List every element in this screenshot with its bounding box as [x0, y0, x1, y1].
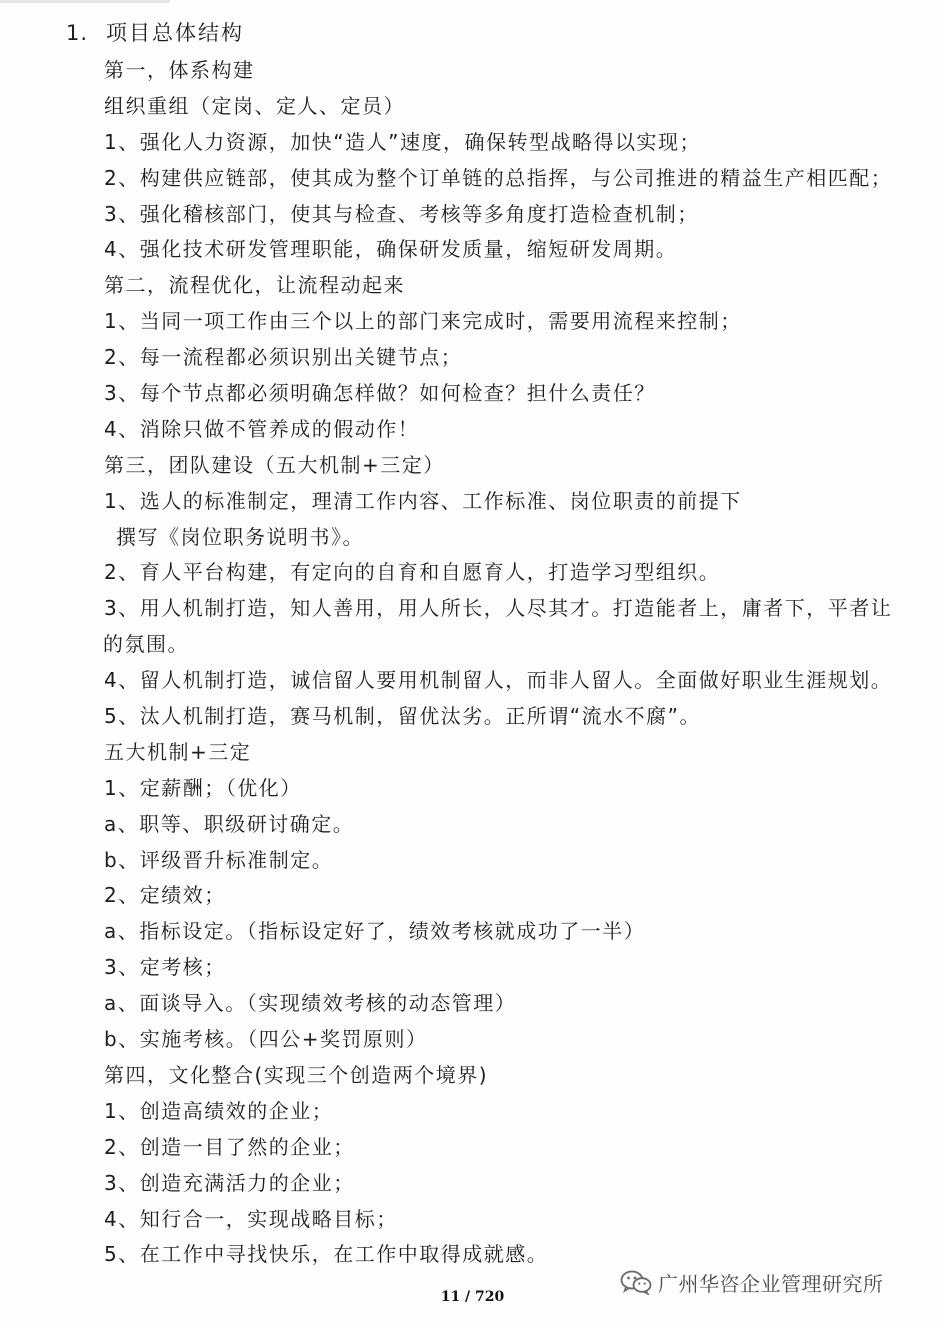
list-item: 3、每个节点都必须明确怎样做？如何检查？担什么责任？ — [104, 381, 656, 406]
list-item-continuation: 的氛围。 — [103, 632, 189, 657]
list-item: a、职等、职级研讨确定。 — [104, 811, 355, 836]
list-item: 3、定考核； — [104, 955, 226, 980]
subsection-heading: 第四，文化整合(实现三个创造两个境界) — [104, 1062, 489, 1087]
list-item: 4、消除只做不管养成的假动作！ — [104, 416, 420, 441]
list-item: 1、强化人力资源，加快“造人”速度，确保转型战略得以实现； — [104, 129, 701, 154]
text-line: 组织重组（定岗、定人、定员） — [104, 93, 405, 118]
list-item: 4、留人机制打造，诚信留人要用机制留人，而非人留人。全面做好职业生涯规划。 — [104, 668, 893, 693]
list-item: a、面谈导入。（实现绩效考核的动态管理） — [104, 991, 517, 1016]
wechat-icon — [620, 1269, 652, 1295]
list-item: 1、创造高绩效的企业； — [104, 1098, 334, 1123]
document-body — [104, 53, 904, 1273]
list-item: 4、知行合一，实现战略目标； — [104, 1206, 398, 1231]
subsection-heading: 第一，体系构建 — [104, 58, 255, 82]
list-item: 2、构建供应链部，使其成为整个订单链的总指挥，与公司推进的精益生产相匹配； — [104, 165, 893, 190]
list-item: 2、育人平台构建，有定向的自育和自愿育人，打造学习型组织。 — [104, 560, 721, 585]
list-item: 4、强化技术研发管理职能，确保研发质量，缩短研发周期。 — [104, 237, 678, 262]
list-item: b、实施考核。（四公+奖罚原则） — [104, 1027, 428, 1052]
section-title: 项目总体结构 — [106, 21, 244, 45]
list-item: 5、汰人机制打造，赛马机制，留优汰劣。正所谓“流水不腐”。 — [104, 704, 701, 729]
list-item: 3、用人机制打造，知人善用，用人所长，人尽其才。打造能者上，庸者下，平者让 — [104, 596, 893, 621]
watermark — [620, 1264, 884, 1300]
subsection-heading: 第三，团队建设（五大机制+三定） — [104, 452, 445, 477]
list-item: 1、当同一项工作由三个以上的部门来完成时，需要用流程来控制； — [104, 309, 742, 334]
list-item: 2、每一流程都必须识别出关键节点； — [104, 345, 463, 370]
list-item-continuation: 撰写《岗位职务说明书》。 — [116, 524, 364, 549]
text-line: 五大机制+三定 — [104, 739, 252, 764]
section-number: 1. — [66, 21, 89, 45]
list-item: 3、创造充满活力的企业； — [104, 1170, 355, 1195]
list-item: 2、定绩效； — [104, 883, 226, 908]
page-number: 11 / 720 — [440, 1289, 505, 1305]
list-item: 1、选人的标准制定，理清工作内容、工作标准、岗位职责的前提下 — [104, 488, 742, 513]
top-edge-mark — [0, 0, 170, 3]
list-item: 3、强化稽核部门，使其与检查、考核等多角度打造检查机制； — [104, 201, 699, 226]
list-item: 5、在工作中寻找快乐，在工作中取得成就感。 — [104, 1242, 549, 1267]
watermark-text: 广州华咨企业管理研究所 — [658, 1271, 884, 1296]
list-item: 1、定薪酬；（优化） — [104, 775, 302, 800]
list-item: 2、创造一目了然的企业； — [104, 1134, 355, 1159]
subsection-heading: 第二，流程优化，让流程动起来 — [104, 273, 405, 298]
list-item: b、评级晋升标准制定。 — [104, 847, 334, 872]
list-item: a、指标设定。（指标设定好了，绩效考核就成功了一半） — [104, 919, 646, 944]
